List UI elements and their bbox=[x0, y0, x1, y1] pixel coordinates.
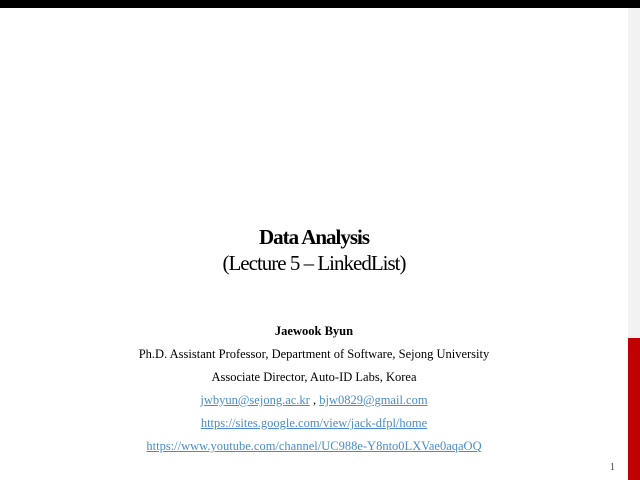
side-bar-accent bbox=[628, 338, 640, 480]
author-emails bbox=[0, 391, 628, 414]
author-name: Jaewook Byun bbox=[274, 324, 354, 338]
author-affiliation: Associate Director, Auto-ID Labs, Korea bbox=[211, 370, 417, 384]
email-primary-link[interactable]: jwbyun@sejong.ac.kr bbox=[200, 393, 310, 407]
slide-title: Data Analysis bbox=[258, 225, 370, 249]
title-block bbox=[0, 224, 628, 276]
email-secondary-link[interactable]: bjw0829@gmail.com bbox=[319, 393, 428, 407]
slide-subtitle: (Lecture 5 – LinkedList) bbox=[222, 251, 406, 275]
author-block bbox=[0, 322, 628, 460]
page-number: 1 bbox=[610, 462, 615, 473]
website-line bbox=[0, 414, 628, 437]
side-bar-light bbox=[628, 8, 640, 338]
author-position: Ph.D. Assistant Professor, Department of Software, Sejong University bbox=[138, 347, 490, 361]
youtube-line bbox=[0, 437, 628, 460]
top-bar bbox=[0, 0, 640, 8]
email-separator: , bbox=[309, 393, 320, 407]
youtube-link[interactable]: https://www.youtube.com/channel/UC988e-Y8nto0LXVae0aqaOQ bbox=[146, 439, 482, 453]
website-link[interactable]: https://sites.google.com/view/jack-dfpl/home bbox=[200, 416, 428, 430]
